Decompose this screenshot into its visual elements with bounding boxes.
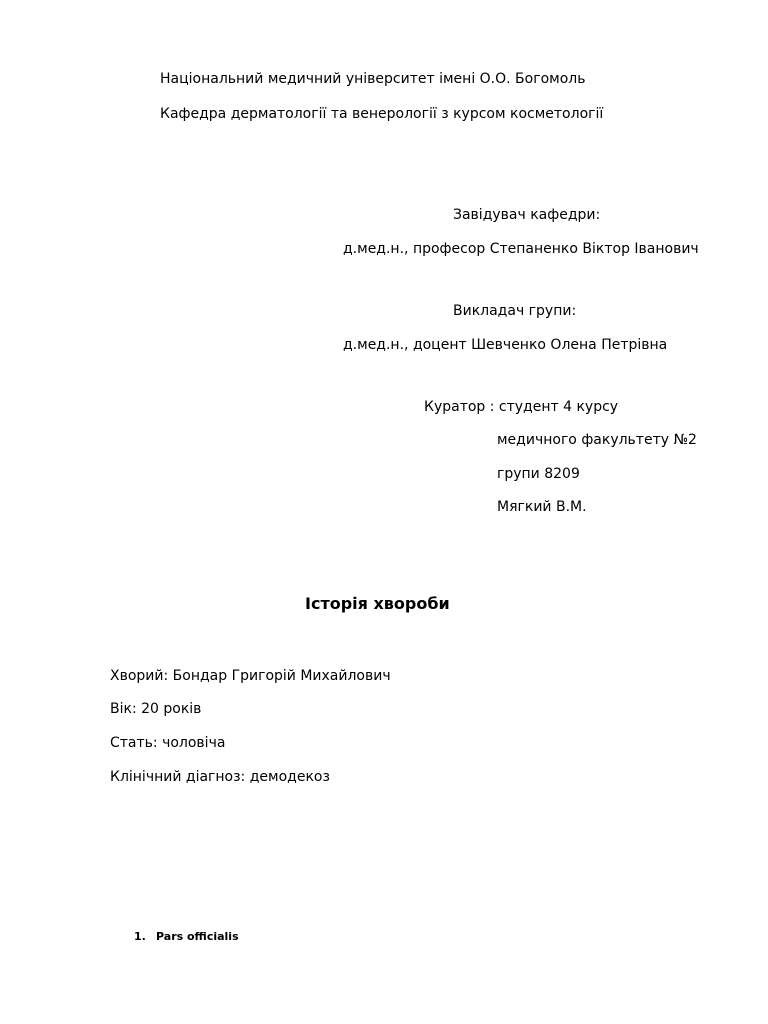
head-of-department-label: Завідувач кафедри: bbox=[453, 207, 601, 223]
patient-name: Хворий: Бондар Григорій Михайлович bbox=[110, 668, 391, 684]
list-item bbox=[134, 928, 239, 946]
head-of-department-name: д.мед.н., професор Степаненко Віктор Іванович bbox=[343, 241, 699, 257]
curator-name: Мягкий В.М. bbox=[497, 499, 587, 515]
university-name: Національний медичний університет імені О.О. Богомоль bbox=[160, 71, 586, 87]
curator-faculty: медичного факультету №2 bbox=[497, 432, 697, 448]
curator-line: Куратор : студент 4 курсу bbox=[424, 399, 619, 415]
patient-age: Вік: 20 років bbox=[110, 701, 202, 717]
document-title: Історія хвороби bbox=[305, 594, 450, 613]
curator-group: групи 8209 bbox=[497, 466, 580, 482]
group-teacher-label: Викладач групи: bbox=[453, 303, 577, 319]
group-teacher-name: д.мед.н., доцент Шевченко Олена Петрівна bbox=[343, 337, 668, 353]
department-name: Кафедра дерматології та венерології з курсом косметології bbox=[160, 106, 604, 122]
list-item-number: 1. bbox=[134, 930, 146, 943]
patient-sex: Стать: чоловіча bbox=[110, 735, 226, 751]
list-item-text: Pars officialis bbox=[156, 930, 239, 943]
clinical-diagnosis: Клінічний діагноз: демодекоз bbox=[110, 769, 330, 785]
